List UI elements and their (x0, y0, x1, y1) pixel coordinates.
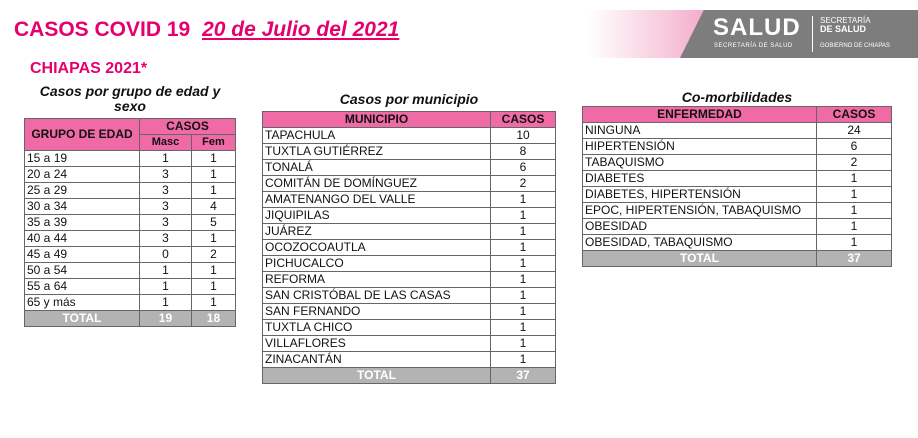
cell-cases: 2 (491, 176, 556, 192)
age-col-fem: Fem (191, 135, 235, 151)
cell-group: 15 a 19 (25, 151, 140, 167)
logo-secretaria-line2: DE SALUD (820, 24, 867, 34)
cell-group: 65 y más (25, 295, 140, 311)
cell-fem: 1 (191, 151, 235, 167)
age-total-row (25, 311, 236, 327)
cell-cases: 10 (491, 128, 556, 144)
cell-fem: 1 (191, 231, 235, 247)
salud-logo (588, 10, 918, 58)
table-row (263, 288, 556, 304)
age-total-fem: 18 (191, 311, 235, 327)
cell-masc: 3 (140, 215, 192, 231)
cell-group: 40 a 44 (25, 231, 140, 247)
cell-cases: 1 (491, 192, 556, 208)
table-row (263, 176, 556, 192)
cell-masc: 3 (140, 183, 192, 199)
municipality-table (262, 111, 556, 384)
cell-group: 50 a 54 (25, 263, 140, 279)
table-row (583, 123, 892, 139)
table-row (583, 203, 892, 219)
cell-group: 35 a 39 (25, 215, 140, 231)
cell-cases: 1 (491, 240, 556, 256)
com-col-enfermedad: ENFERMEDAD (583, 107, 817, 123)
table-row (263, 352, 556, 368)
cell-cases: 1 (817, 203, 892, 219)
table-row (263, 336, 556, 352)
logo-secretaria (820, 16, 871, 34)
cell-cases: 6 (491, 160, 556, 176)
table-row (263, 272, 556, 288)
mun-total-row (263, 368, 556, 384)
age-col-casos: CASOS (140, 119, 236, 135)
cell-name: TAPACHULA (263, 128, 491, 144)
cell-name: AMATENANGO DEL VALLE (263, 192, 491, 208)
logo-salud-sub: SECRETARÍA DE SALUD (714, 43, 793, 49)
cell-name: ZINACANTÁN (263, 352, 491, 368)
title-date: 20 de Julio del 2021 (202, 18, 400, 41)
cell-masc: 1 (140, 279, 192, 295)
cell-name: OBESIDAD, TABAQUISMO (583, 235, 817, 251)
cell-cases: 1 (491, 336, 556, 352)
cell-name: DIABETES (583, 171, 817, 187)
table-row (25, 279, 236, 295)
cell-masc: 3 (140, 199, 192, 215)
cell-cases: 6 (817, 139, 892, 155)
logo-separator (812, 16, 813, 52)
cell-name: TUXTLA CHICO (263, 320, 491, 336)
cell-fem: 1 (191, 263, 235, 279)
cell-name: VILLAFLORES (263, 336, 491, 352)
cell-fem: 1 (191, 295, 235, 311)
com-total-row (583, 251, 892, 267)
table-row (263, 240, 556, 256)
cell-cases: 1 (491, 352, 556, 368)
table-row (263, 144, 556, 160)
cell-cases: 24 (817, 123, 892, 139)
table-row (583, 187, 892, 203)
age-total-masc: 19 (140, 311, 192, 327)
cell-name: COMITÁN DE DOMÍNGUEZ (263, 176, 491, 192)
mun-total-label: TOTAL (263, 368, 491, 384)
cell-fem: 1 (191, 279, 235, 295)
page-title (14, 18, 399, 42)
logo-salud-text: SALUD (713, 14, 801, 41)
table-row (263, 320, 556, 336)
cell-name: SAN CRISTÓBAL DE LAS CASAS (263, 288, 491, 304)
table-row (25, 151, 236, 167)
cell-name: EPOC, HIPERTENSIÓN, TABAQUISMO (583, 203, 817, 219)
cell-name: JIQUIPILAS (263, 208, 491, 224)
cell-cases: 1 (817, 235, 892, 251)
cell-cases: 1 (491, 304, 556, 320)
table-row (263, 208, 556, 224)
cell-fem: 1 (191, 167, 235, 183)
cell-name: TABAQUISMO (583, 155, 817, 171)
table-row (583, 155, 892, 171)
cell-cases: 1 (491, 256, 556, 272)
cell-group: 25 a 29 (25, 183, 140, 199)
cell-cases: 1 (817, 219, 892, 235)
cell-name: PICHUCALCO (263, 256, 491, 272)
table-row (263, 256, 556, 272)
title-text: CASOS COVID 19 (14, 18, 191, 41)
table-row (583, 171, 892, 187)
cell-name: NINGUNA (583, 123, 817, 139)
cell-name: TUXTLA GUTIÉRREZ (263, 144, 491, 160)
cell-cases: 1 (491, 272, 556, 288)
age-table (24, 118, 236, 327)
table-row (263, 224, 556, 240)
table-row (25, 295, 236, 311)
cell-masc: 3 (140, 231, 192, 247)
cell-name: OBESIDAD (583, 219, 817, 235)
cell-name: JUÁREZ (263, 224, 491, 240)
table-row (583, 219, 892, 235)
com-total-cases: 37 (817, 251, 892, 267)
cell-fem: 1 (191, 183, 235, 199)
cell-name: OCOZOCOAUTLA (263, 240, 491, 256)
age-table-caption: Casos por grupo de edad y sexo (39, 83, 221, 114)
comorbidity-table (582, 106, 892, 267)
table-row (25, 215, 236, 231)
mun-col-municipio: MUNICIPIO (263, 112, 491, 128)
table-row (263, 160, 556, 176)
table-row (263, 128, 556, 144)
comorbidity-table-caption: Co-morbilidades (681, 89, 793, 105)
cell-masc: 0 (140, 247, 192, 263)
cell-group: 45 a 49 (25, 247, 140, 263)
table-row (583, 235, 892, 251)
table-row (25, 183, 236, 199)
cell-group: 20 a 24 (25, 167, 140, 183)
cell-cases: 1 (491, 288, 556, 304)
table-row (25, 199, 236, 215)
table-row (583, 139, 892, 155)
cell-group: 55 a 64 (25, 279, 140, 295)
table-row (263, 304, 556, 320)
cell-name: SAN FERNANDO (263, 304, 491, 320)
cell-name: DIABETES, HIPERTENSIÓN (583, 187, 817, 203)
logo-gobierno: GOBIERNO DE CHIAPAS (820, 43, 890, 49)
cell-group: 30 a 34 (25, 199, 140, 215)
logo-secretaria-line1: SECRETARÍA (820, 16, 871, 25)
com-col-casos: CASOS (817, 107, 892, 123)
cell-cases: 2 (817, 155, 892, 171)
cell-name: REFORMA (263, 272, 491, 288)
cell-cases: 1 (817, 187, 892, 203)
cell-masc: 3 (140, 167, 192, 183)
municipality-table-caption: Casos por municipio (339, 91, 479, 107)
cell-cases: 1 (491, 320, 556, 336)
table-row (263, 192, 556, 208)
cell-name: HIPERTENSIÓN (583, 139, 817, 155)
cell-cases: 1 (817, 171, 892, 187)
age-total-label: TOTAL (25, 311, 140, 327)
table-row (25, 231, 236, 247)
cell-cases: 1 (491, 208, 556, 224)
table-row (25, 247, 236, 263)
table-row (25, 263, 236, 279)
cell-name: TONALÁ (263, 160, 491, 176)
cell-fem: 5 (191, 215, 235, 231)
cell-fem: 2 (191, 247, 235, 263)
age-col-group: GRUPO DE EDAD (25, 119, 140, 151)
cell-fem: 4 (191, 199, 235, 215)
table-row (25, 167, 236, 183)
page-subtitle: CHIAPAS 2021* (30, 60, 148, 77)
cell-masc: 1 (140, 263, 192, 279)
cell-masc: 1 (140, 295, 192, 311)
mun-total-cases: 37 (491, 368, 556, 384)
cell-cases: 8 (491, 144, 556, 160)
mun-col-casos: CASOS (491, 112, 556, 128)
age-col-masc: Masc (140, 135, 192, 151)
com-total-label: TOTAL (583, 251, 817, 267)
cell-cases: 1 (491, 224, 556, 240)
cell-masc: 1 (140, 151, 192, 167)
